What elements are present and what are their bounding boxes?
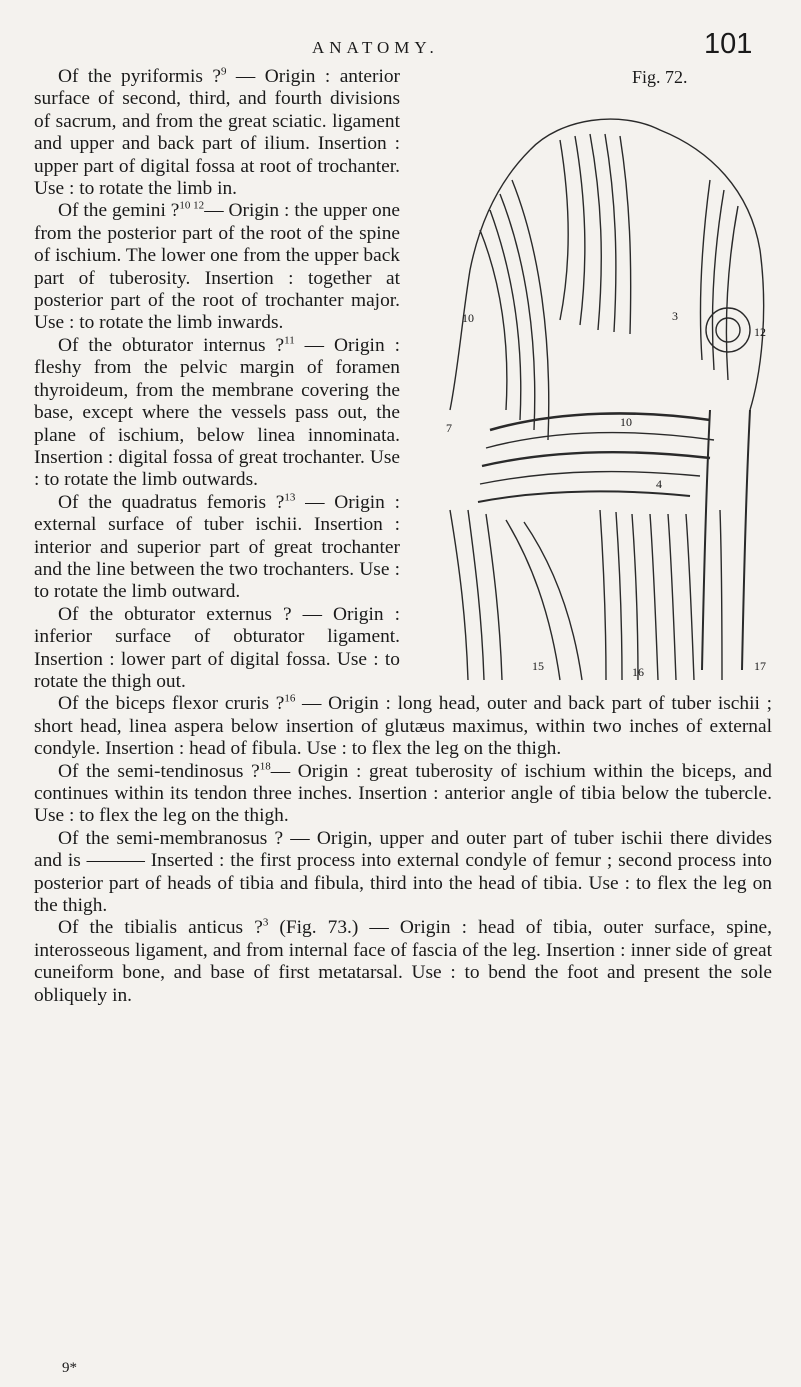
figure-label-4: 4 [656, 477, 662, 491]
figure-label-3: 3 [672, 309, 678, 323]
paragraph-obturator-externus: Of the obturator externus ? — Origin : inferior surface of obturator ligament. Insertion : lower part of digital fossa. Use : to rotate the thigh out. [34, 603, 400, 692]
body-text [34, 66, 772, 1007]
figure-label-7: 7 [446, 421, 452, 435]
running-head [0, 28, 801, 68]
paragraph-tibialis-anticus: Of the tibialis anticus ?$^3$ (Fig. 73.) — Origin : head of tibia, outer surface, spine, interosseous ligament, and from internal face of fascia of the leg. Insertion : inner side of great cuneiform bone, and base of first metatarsal. Use : to bend the foot and present the sole obliquely in. [34, 916, 773, 1006]
figure-label-12: 12 [754, 325, 766, 339]
paragraph-quadratus-femoris: Of the quadratus femoris ?$^{13}$ — Origin : external surface of tuber ischii. Insertion : interior and superior part of great trochanter and the line between the two trochanters. Use : to rotate the limb outward. [34, 491, 400, 603]
paragraph-semi-tendinosus: Of the semi-tendinosus ?$^{18}$— Origin : great tuberosity of ischium within the biceps, and continues within its tendon three inches. Insertion : anterior angle of tibia below the tubercle. Use : to flex the leg on the thigh. [34, 760, 772, 827]
anatomical-figure [410, 67, 778, 686]
paragraph-pyriformis: Of the pyriformis ?$^9$ — Origin : anterior surface of second, third, and fourth divisions of sacrum, and from the great sciatic. ligament and upper and back part of ilium. Insertion : upper part of digital fossa at root of trochanter. Use : to rotate the limb in. [34, 65, 400, 200]
muscle-illustration [410, 110, 778, 686]
paragraph-biceps-flexor-cruris: Of the biceps flexor cruris ?$^{16}$ — Origin : long head, outer and back part of tuber ischii ; short head, linea aspera below insertion of glutæus maximus, within two inches of external condyle. Insertion : head of fibula. Use : to flex the leg on the thigh. [34, 692, 772, 760]
figure-label-8: 10 [462, 311, 474, 325]
running-title: ANATOMY. [312, 38, 439, 57]
figure-caption: Fig. 72. [632, 67, 688, 87]
paragraph-obturator-internus: Of the obturator internus ?$^{11}$ — Origin : fleshy from the pelvic margin of foramen thyroideum, from the membrane covering the base, except where the vessels pass out, the plane of ischium, below linea innominata. Insertion : digital fossa of great trochanter. Use : to rotate the limb outwards. [34, 334, 400, 491]
figure-label-10: 10 [620, 415, 632, 429]
figure-label-17: 17 [754, 659, 766, 673]
signature-mark: 9* [62, 1360, 77, 1376]
paragraph-semi-membranosus: Of the semi-membranosus ? — Origin, upper and outer part of tuber ischii there divides and is ——— Inserted : the first process into external condyle of femur ; second process into posterior part of heads of tibia and fibula, third into the head of tibia. Use : to flex the leg on the thigh. [34, 827, 772, 917]
paragraph-gemini: Of the gemini ?$^{10 12}$— Origin : the upper one from the posterior part of the root of the spine of ischium. The lower one from the upper back part of tuberosity. Insertion : together at posterior part of the root of trochanter major. Use : to rotate the limb inwards. [34, 199, 401, 334]
figure-label-15: 15 [532, 659, 544, 673]
figure-label-16: 16 [632, 665, 644, 679]
page-number: 101 [704, 28, 753, 60]
